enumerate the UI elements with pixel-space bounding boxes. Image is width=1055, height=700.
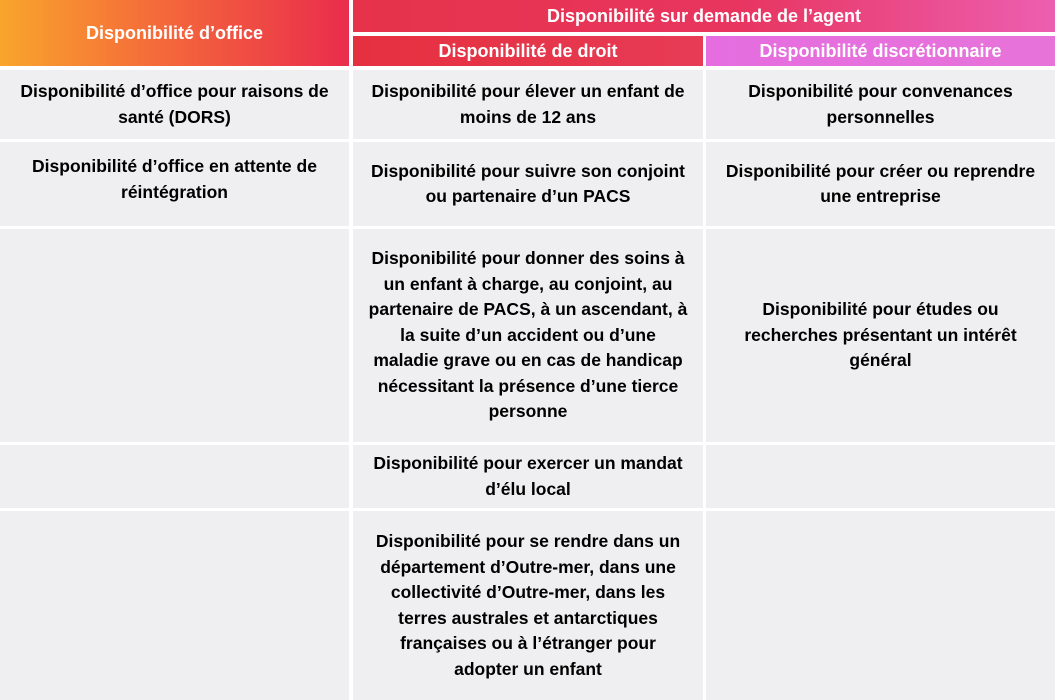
cell-office-row-2: Disponibilité d’office en attente de réintégration <box>0 142 349 226</box>
header-office: Disponibilité d’office <box>0 0 349 66</box>
cell-droit-row-1: Disponibilité pour élever un enfant de moins de 12 ans <box>353 70 703 139</box>
cell-office-row-1: Disponibilité d’office pour raisons de santé (DORS) <box>0 70 349 139</box>
cell-discretionnaire-row-5 <box>706 511 1055 700</box>
cell-droit-row-4: Disponibilité pour exercer un mandat d’élu local <box>353 445 703 508</box>
header-discretionnaire: Disponibilité discrétionnaire <box>706 36 1055 66</box>
header-droit: Disponibilité de droit <box>353 36 703 66</box>
cell-droit-row-2: Disponibilité pour suivre son conjoint ou partenaire d’un PACS <box>353 142 703 226</box>
cell-droit-row-5: Disponibilité pour se rendre dans un département d’Outre-mer, dans une collectivité d’Outre-mer, dans les terres australes et antarctiques françaises ou à l’étranger pour adopter un enfant <box>353 511 703 700</box>
cell-discretionnaire-row-3: Disponibilité pour études ou recherches présentant un intérêt général <box>706 229 1055 442</box>
cell-office-row-3 <box>0 229 349 442</box>
header-demande-agent: Disponibilité sur demande de l’agent <box>353 0 1055 32</box>
cell-droit-row-3: Disponibilité pour donner des soins à un enfant à charge, au conjoint, au partenaire de PACS, à un ascendant, à la suite d’un accident ou d’une maladie grave ou en cas de handicap nécessitant la présence d’une tierce personne <box>353 229 703 442</box>
cell-discretionnaire-row-2: Disponibilité pour créer ou reprendre une entreprise <box>706 142 1055 226</box>
cell-discretionnaire-row-1: Disponibilité pour convenances personnelles <box>706 70 1055 139</box>
cell-discretionnaire-row-4 <box>706 445 1055 508</box>
cell-office-row-4 <box>0 445 349 508</box>
cell-office-row-5 <box>0 511 349 700</box>
